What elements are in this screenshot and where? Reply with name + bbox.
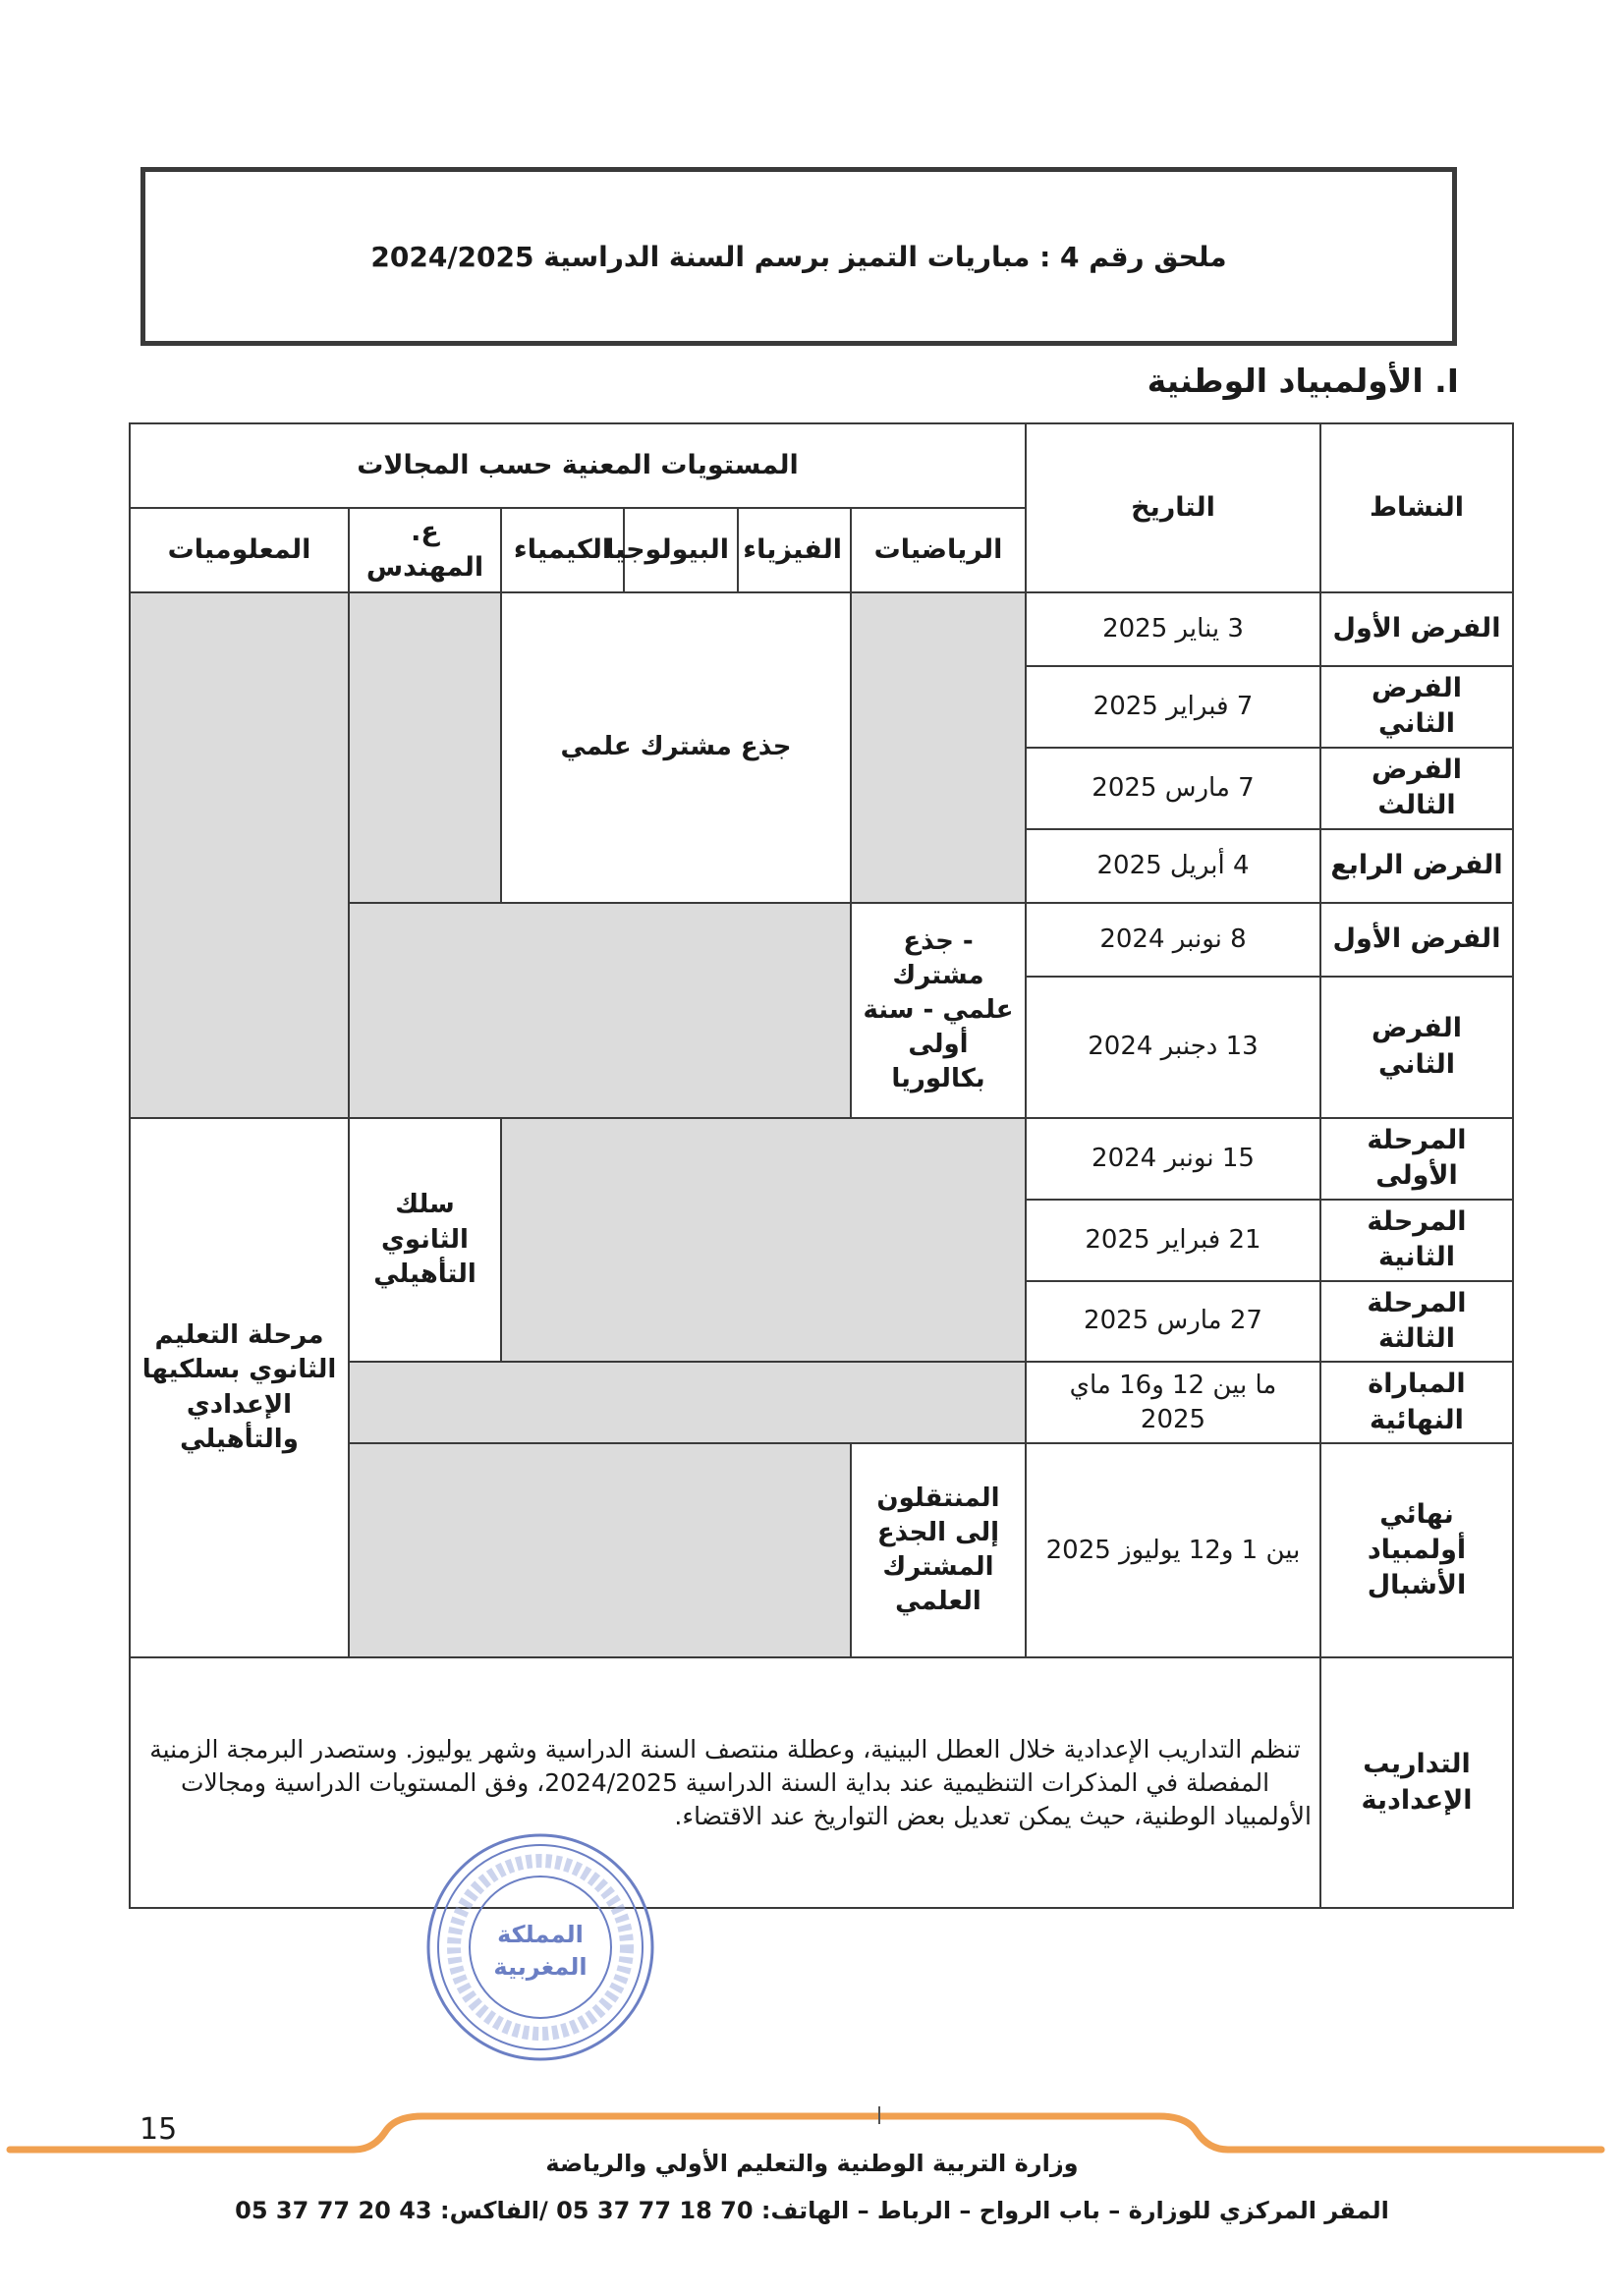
header-levels: المستويات المعنية حسب المجالات (130, 423, 1026, 508)
header-biology: البيولوجيا (624, 508, 738, 592)
row-activity: الفرض الثاني (1320, 666, 1513, 748)
footer-address: المقر المركزي للوزارة – باب الرواح – الرباط – الهاتف: 70 18 77 37 05 /الفاكس: 43 20 77 37 05 (235, 2197, 1389, 2224)
row-date: 8 نونبر 2024 (1026, 903, 1320, 977)
math-levels-cell: - جذع مشترك علمي - سنة أولى بكالوريا (851, 903, 1026, 1118)
training-text: تنظم التداريب الإعدادية خلال العطل البينية، وعطلة منتصف السنة الدراسية وشهر يوليوز. وستصدر البرمجة الزمنية المفصلة في المذكرات التنظيمية عند بداية السنة الدراسية 2024/2025، وفق المستويات الدراسية ومجالات الأولمبياد الوطنية، حيث يمكن تعديل بعض التواريخ عند الاقتضاء. (130, 1657, 1320, 1908)
header-math: الرياضيات (851, 508, 1026, 592)
ministry-seal (422, 1829, 658, 2065)
row-date: 21 فبراير 2025 (1026, 1200, 1320, 1281)
row-date: ما بين 12 و16 ماي 2025 (1026, 1362, 1320, 1443)
shaded-cell (851, 592, 1026, 903)
shaded-cell (349, 903, 851, 1118)
header-engineer: ع. المهندس (349, 508, 501, 592)
row-date: 7 مارس 2025 (1026, 748, 1320, 829)
row-date: 4 أبريل 2025 (1026, 829, 1320, 903)
row-activity: الفرض الأول (1320, 592, 1513, 666)
annex-title: ملحق رقم 4 : مباريات التميز برسم السنة الدراسية 2024/2025 (370, 240, 1227, 273)
header-informatics: المعلوميات (130, 508, 349, 592)
shaded-cell (349, 592, 501, 903)
header-date: التاريخ (1026, 423, 1320, 592)
olympiad-table (129, 422, 1514, 1909)
footer-ministry: وزارة التربية الوطنية والتعليم الأولي والرياضة (545, 2150, 1079, 2177)
shaded-cell (349, 1443, 851, 1657)
shaded-cell (130, 592, 349, 1118)
row-date: 3 يناير 2025 (1026, 592, 1320, 666)
row-activity: الفرض الرابع (1320, 829, 1513, 903)
seal-word-1: المملكة (497, 1921, 584, 1948)
row-activity: الفرض الثاني (1320, 977, 1513, 1118)
row-date: بين 1 و12 يوليوز 2025 (1026, 1443, 1320, 1657)
row-activity: الفرض الثالث (1320, 748, 1513, 829)
informatics-level-cell: مرحلة التعليم الثانوي بسلكيها الإعدادي والتأهيلي (130, 1118, 349, 1658)
row-date: 13 دجنبر 2024 (1026, 977, 1320, 1118)
row-activity: المباراة النهائية (1320, 1362, 1513, 1443)
row-date: 27 مارس 2025 (1026, 1281, 1320, 1363)
row-activity: المرحلة الثانية (1320, 1200, 1513, 1281)
cubs-level-cell: المنتقلون إلى الجذع المشترك العلمي (851, 1443, 1026, 1657)
row-activity: المرحلة الأولى (1320, 1118, 1513, 1200)
annex-title-box (140, 167, 1457, 346)
row-activity: نهائي أولمبياد الأشبال (1320, 1443, 1513, 1657)
row-activity: المرحلة الثالثة (1320, 1281, 1513, 1363)
header-activity: النشاط (1320, 423, 1513, 592)
row-activity: الفرض الأول (1320, 903, 1513, 977)
page-number: 15 (140, 2112, 178, 2147)
engineer-level-cell: سلك الثانوي التأهيلي (349, 1118, 501, 1363)
header-chemistry: الكيمياء (501, 508, 624, 592)
seal-word-2: المغربية (493, 1953, 588, 1981)
row-date: 15 نونبر 2024 (1026, 1118, 1320, 1200)
shaded-cell (349, 1362, 1026, 1443)
row-date: 7 فبراير 2025 (1026, 666, 1320, 748)
section-heading: I. الأولمبياد الوطنية (1147, 362, 1459, 400)
training-label: التداريب الإعدادية (1320, 1657, 1513, 1908)
header-physics: الفيزياء (738, 508, 851, 592)
common-core-cell: جذع مشترك علمي (501, 592, 851, 903)
shaded-cell (501, 1118, 1026, 1363)
